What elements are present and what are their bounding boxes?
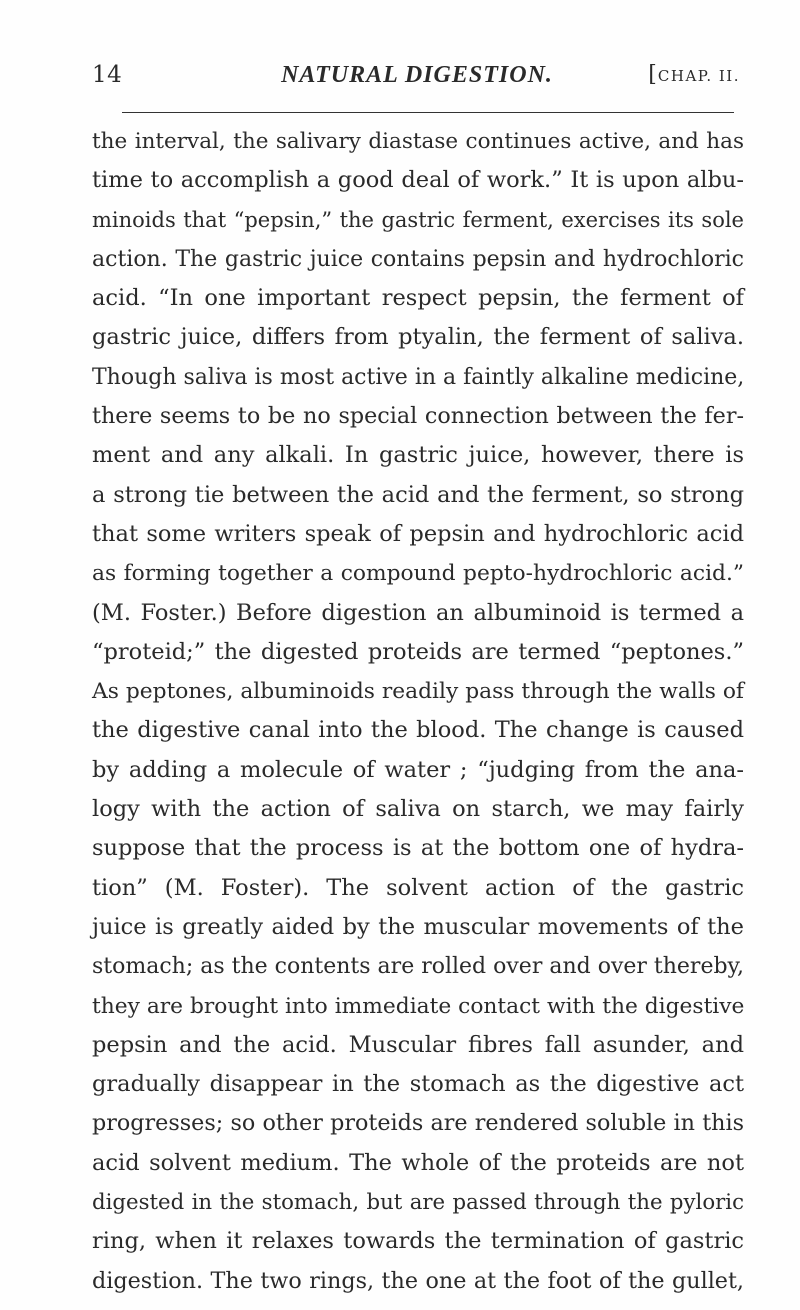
text-line: action. The gastric juice contains pepsin and hydrochloric [92,246,744,272]
body-text [92,122,744,1301]
page-number: 14 [92,62,123,88]
text-line: the interval, the salivary diastase continues active, and has [92,129,744,154]
text-line: logy with the action of saliva on starch, we may fairly [92,796,744,823]
text-line: that some writers speak of pepsin and hydrochloric acid [92,520,744,547]
text-line: digested in the stomach, but are passed through the pyloric [92,1190,744,1216]
text-line: they are brought into immediate contact with the digestive [92,993,745,1019]
text-line: minoids that “pepsin,” the gastric ferment, exercises its sole [92,207,744,232]
page-header [92,62,740,96]
text-line: the digestive canal into the blood. The change is caused [92,717,744,744]
text-line: there seems to be no special connection between the fer- [92,403,744,430]
text-line: acid. “In one important respect pepsin, the ferment of [92,285,744,312]
text-line: pepsin and the acid. Muscular fibres fall asunder, and [92,1031,744,1058]
text-line: juice is greatly aided by the muscular movements of the [92,913,744,940]
text-line: progresses; so other proteids are rendered soluble in this [92,1110,744,1137]
text-line: stomach; as the contents are rolled over and over thereby, [92,954,745,980]
chapter-label: CHAP. II. [657,67,740,85]
running-title: NATURAL DIGESTION. [281,62,553,88]
text-line: by adding a molecule of water ; “judging from the ana- [92,756,744,783]
text-line: (M. Foster.) Before digestion an albuminoid is termed a [92,599,744,626]
text-line: acid solvent medium. The whole of the proteids are not [92,1149,744,1176]
text-line: digestion. The two rings, the one at the foot of the gullet, [92,1267,744,1294]
header-rule [122,112,734,113]
text-line: tion” (M. Foster). The solvent action of the gastric [92,874,744,901]
text-line: suppose that the process is at the bottom one of hydra- [92,835,744,862]
text-line: a strong tie between the acid and the ferment, so strong [92,481,744,508]
chapter-reference [648,62,740,87]
text-line: Though saliva is most active in a faintly alkaline medicine, [92,364,745,390]
text-line: as forming together a compound pepto-hydrochloric acid.” [92,561,744,587]
text-line: As peptones, albuminoids readily pass through the walls of [92,679,744,705]
text-line: ment and any alkali. In gastric juice, however, there is [92,442,744,469]
text-line: time to accomplish a good deal of work.” It is upon albu- [92,167,744,194]
text-line: ring, when it relaxes towards the termination of gastric [92,1228,744,1255]
text-line: gastric juice, differs from ptyalin, the ferment of saliva. [92,324,744,351]
text-line: gradually disappear in the stomach as the digestive act [92,1071,744,1098]
text-line: “proteid;” the digested proteids are termed “peptones.” [92,638,744,665]
chapter-bracket: [ [648,62,658,87]
